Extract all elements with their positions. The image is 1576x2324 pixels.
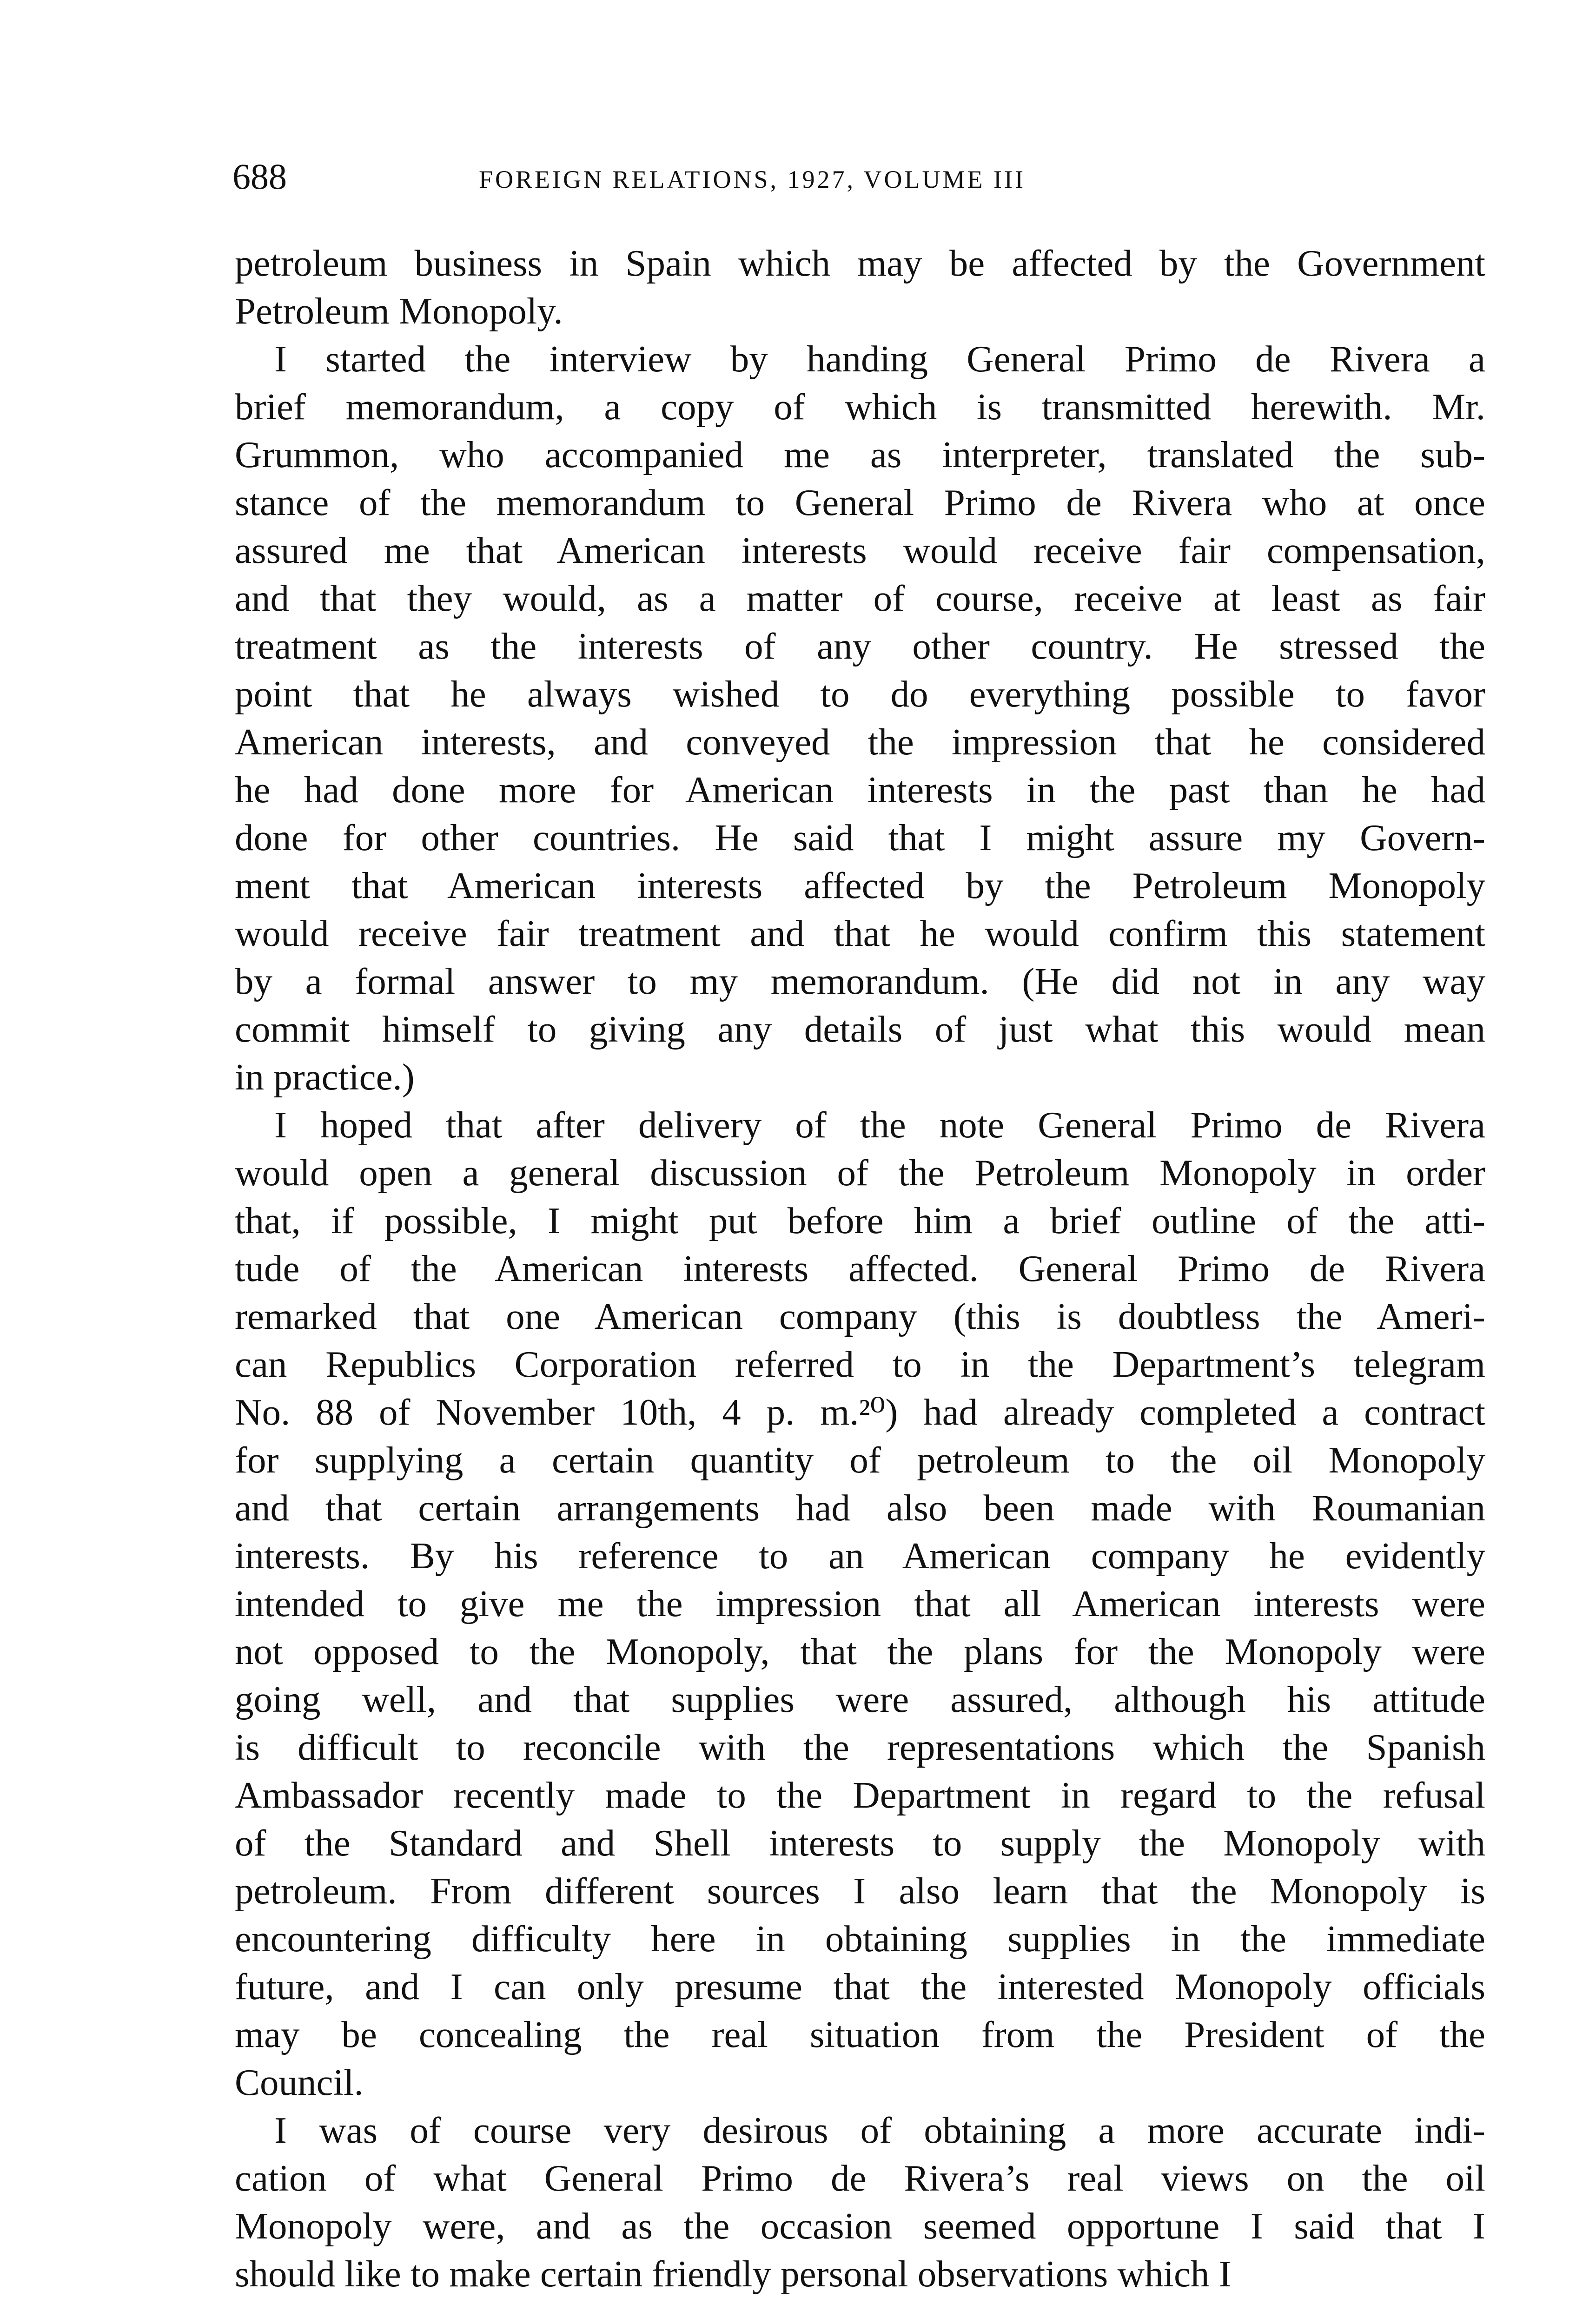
- text-line: petroleum business in Spain which may be affected by the Government: [235, 242, 1485, 284]
- text-line: intended to give me the impression that all American interests were: [235, 1583, 1485, 1624]
- text-line: not opposed to the Monopoly, that the plans for the Monopoly were: [235, 1631, 1485, 1672]
- text-line: done for other countries. He said that I might assure my Govern-: [235, 817, 1485, 858]
- text-line: and that certain arrangements had also been made with Roumanian: [235, 1487, 1485, 1529]
- text-line: petroleum. From different sources I also learn that the Monopoly is: [235, 1870, 1485, 1912]
- text-line: that, if possible, I might put before him a brief outline of the atti-: [235, 1200, 1485, 1241]
- text-line: Ambassador recently made to the Department in regard to the refusal: [235, 1774, 1485, 1816]
- paragraph: [235, 335, 1485, 1101]
- paragraph: [235, 2106, 1485, 2298]
- text-line: can Republics Corporation referred to in the Department’s telegram: [235, 1343, 1485, 1385]
- text-line: American interests, and conveyed the impression that he considered: [235, 721, 1485, 763]
- text-line: in practice.): [235, 1056, 415, 1098]
- text-line: of the Standard and Shell interests to supply the Monopoly with: [235, 1822, 1485, 1864]
- text-line: remarked that one American company (this is doubtless the Ameri-: [235, 1295, 1485, 1337]
- text-line: interests. By his reference to an American company he evidently: [235, 1535, 1485, 1577]
- text-line: and that they would, as a matter of course, receive at least as fair: [235, 577, 1485, 619]
- text-line: No. 88 of November 10th, 4 p. m.²⁰) had already completed a contract: [235, 1391, 1485, 1433]
- text-line: I hoped that after delivery of the note General Primo de Rivera: [274, 1104, 1485, 1146]
- text-line: is difficult to reconcile with the representations which the Spanish: [235, 1726, 1485, 1768]
- text-line: tude of the American interests affected. General Primo de Rivera: [235, 1248, 1485, 1289]
- text-line: commit himself to giving any details of just what this would mean: [235, 1008, 1485, 1050]
- text-line: should like to make certain friendly personal observations which I: [235, 2253, 1232, 2295]
- text-line: future, and I can only presume that the interested Monopoly officials: [235, 1966, 1485, 2007]
- text-line: going well, and that supplies were assured, although his attitude: [235, 1678, 1485, 1720]
- text-line: would receive fair treatment and that he would confirm this statement: [235, 912, 1485, 954]
- text-line: treatment as the interests of any other country. He stressed the: [235, 625, 1485, 667]
- text-line: Grummon, who accompanied me as interpreter, translated the sub-: [235, 434, 1485, 475]
- text-line: I was of course very desirous of obtaining a more accurate indi-: [274, 2109, 1485, 2151]
- text-line: I started the interview by handing General Primo de Rivera a: [274, 338, 1485, 380]
- text-line: Council.: [235, 2061, 364, 2103]
- text-line: assured me that American interests would receive fair compensation,: [235, 529, 1485, 571]
- text-line: by a formal answer to my memorandum. (He did not in any way: [235, 960, 1485, 1002]
- text-line: ment that American interests affected by the Petroleum Monopoly: [235, 865, 1485, 906]
- paragraph: [235, 239, 1485, 335]
- text-line: stance of the memorandum to General Primo de Rivera who at once: [235, 482, 1485, 523]
- text-line: encountering difficulty here in obtaining supplies in the immediate: [235, 1918, 1485, 1960]
- text-line: cation of what General Primo de Rivera’s real views on the oil: [235, 2157, 1485, 2199]
- text-line: may be concealing the real situation from the President of the: [235, 2014, 1485, 2055]
- page-number: 688: [232, 156, 287, 197]
- running-title: FOREIGN RELATIONS, 1927, VOLUME III: [479, 165, 1026, 193]
- running-head: [232, 153, 1265, 200]
- text-line: Monopoly were, and as the occasion seemed opportune I said that I: [235, 2205, 1485, 2247]
- paragraph: [235, 1101, 1485, 2106]
- text-line: would open a general discussion of the Petroleum Monopoly in order: [235, 1152, 1485, 1194]
- text-line: Petroleum Monopoly.: [235, 290, 563, 332]
- text-line: brief memorandum, a copy of which is transmitted herewith. Mr.: [235, 386, 1485, 428]
- body-text: [235, 239, 1485, 2298]
- text-line: he had done more for American interests in the past than he had: [235, 769, 1485, 811]
- text-line: for supplying a certain quantity of petroleum to the oil Monopoly: [235, 1439, 1485, 1481]
- text-line: point that he always wished to do everything possible to favor: [235, 673, 1485, 715]
